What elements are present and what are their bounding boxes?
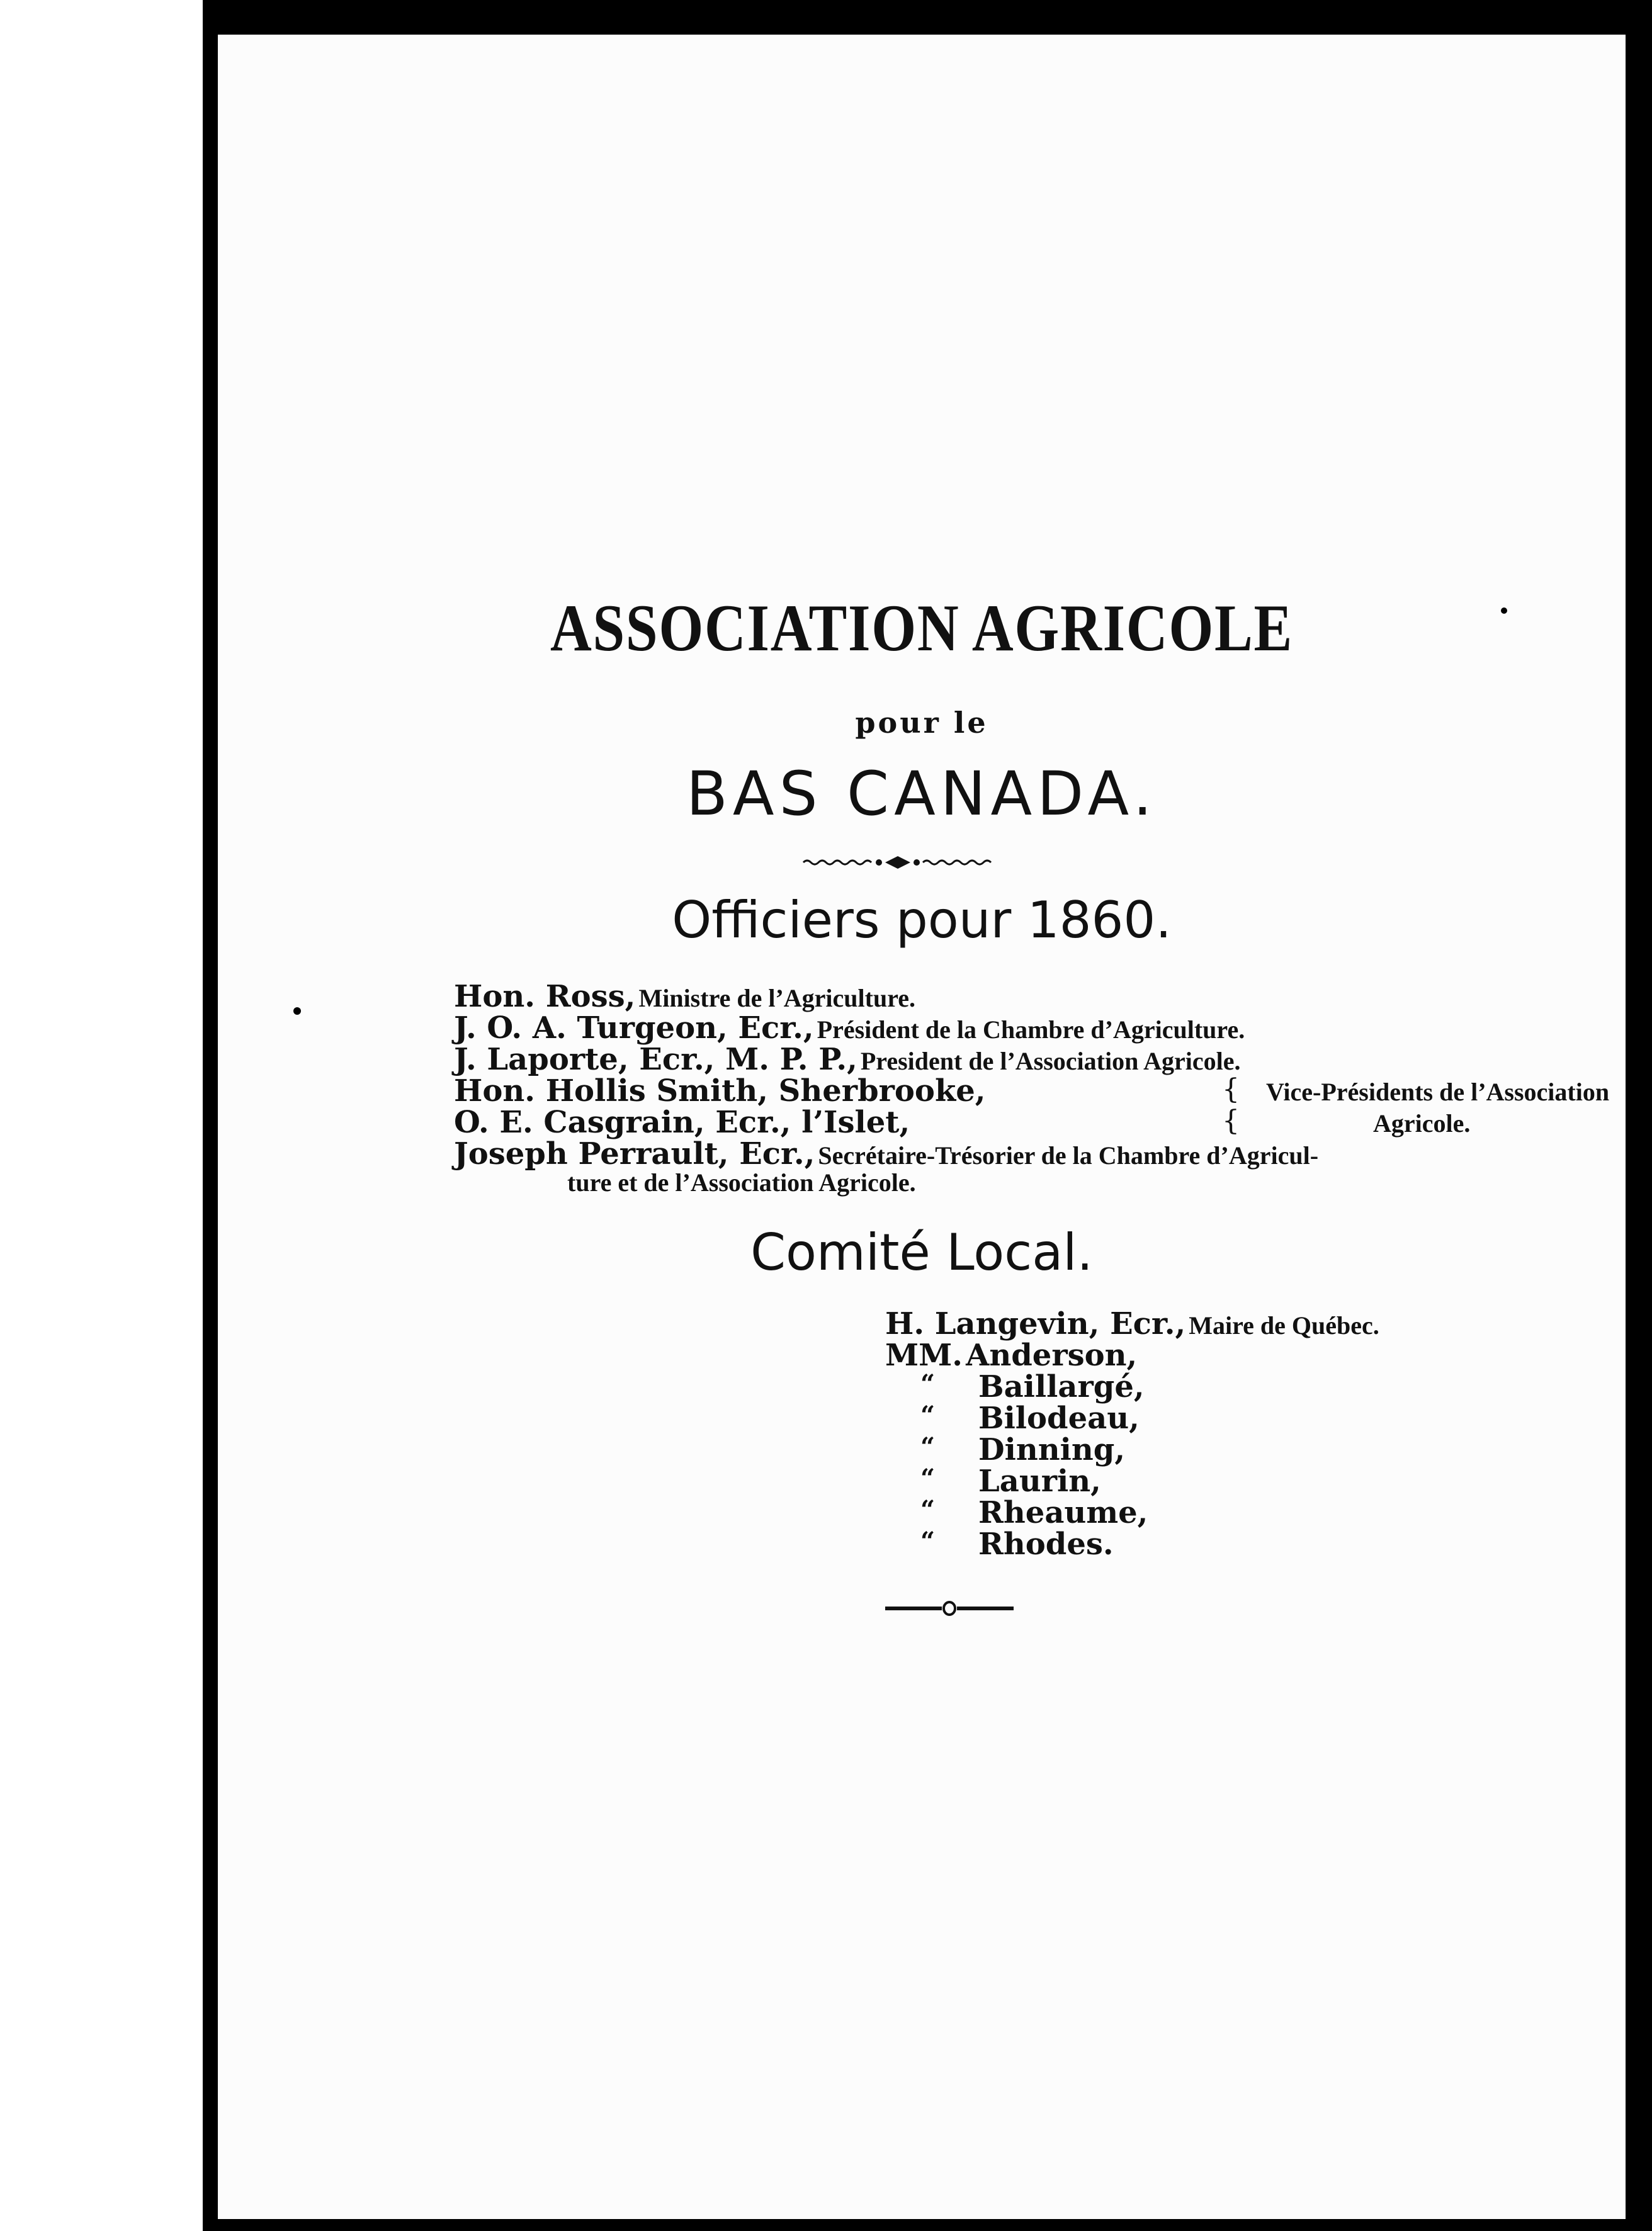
speck	[1634, 910, 1639, 915]
officer-role: Président de la Chambre d’Agriculture.	[817, 1015, 1245, 1044]
members-prefix: MM.	[885, 1338, 963, 1373]
member-name: Baillargé,	[978, 1369, 1145, 1404]
officer-row	[454, 1073, 985, 1109]
officer-name: Hon. Ross,	[454, 979, 636, 1014]
member-name: Rhodes.	[978, 1527, 1114, 1562]
officer-row	[454, 1136, 1318, 1172]
document-title: ASSOCIATION AGRICOLE	[550, 591, 1294, 665]
officer-row	[454, 979, 915, 1014]
member-name: Anderson,	[966, 1338, 1138, 1373]
ditto-mark: “	[920, 1464, 936, 1493]
officers-heading: Officiers pour 1860.	[672, 891, 1172, 949]
speck	[1501, 607, 1507, 614]
facing-page-edge	[0, 0, 208, 2231]
officer-role: Secrétaire-Trésorier de la Chambre d’Agricul-	[818, 1141, 1319, 1170]
officer-name: J. O. A. Turgeon, Ecr.,	[454, 1010, 814, 1046]
ditto-mark: “	[920, 1527, 936, 1556]
subtitle-pour-le: pour le	[855, 706, 988, 740]
ditto-mark: “	[920, 1432, 936, 1462]
officer-name: Joseph Perrault, Ecr.,	[454, 1136, 815, 1172]
member-name: Laurin,	[978, 1464, 1101, 1499]
brace-bottom: {	[1222, 1105, 1240, 1137]
officer-name: O. E. Casgrain, Ecr., l’Islet,	[454, 1105, 910, 1140]
member-name: Bilodeau,	[978, 1401, 1140, 1436]
officer-name: Hon. Hollis Smith, Sherbrooke,	[454, 1073, 986, 1109]
vice-presidents-role-line1: Vice-Présidents de l’Association	[1266, 1078, 1610, 1106]
member-name: Rheaume,	[978, 1495, 1148, 1530]
ornamental-rule	[218, 853, 1626, 872]
officer-row	[454, 1010, 1245, 1046]
brace-top: {	[1222, 1073, 1240, 1105]
chair-name: H. Langevin, Ecr.,	[885, 1306, 1186, 1341]
committee-member	[885, 1338, 1137, 1373]
speck	[293, 1007, 301, 1015]
binding-line	[203, 0, 215, 2231]
region-title: BAS CANADA.	[686, 759, 1157, 829]
ditto-mark: “	[920, 1369, 936, 1399]
officer-name: J. Laporte, Ecr., M. P. P.,	[454, 1042, 857, 1077]
member-name: Dinning,	[978, 1432, 1126, 1467]
officer-row	[454, 1042, 1241, 1077]
officer-role-continuation: ture et de l’Association Agricole.	[567, 1168, 916, 1197]
ditto-mark: “	[920, 1495, 936, 1525]
officer-row	[454, 1105, 910, 1140]
closing-rule	[218, 1599, 1626, 1618]
ditto-mark: “	[920, 1401, 936, 1430]
vice-presidents-role-line2: Agricole.	[1373, 1109, 1471, 1138]
local-committee-heading: Comité Local.	[750, 1223, 1093, 1282]
chair-role: Maire de Québec.	[1189, 1311, 1379, 1340]
document-page	[218, 35, 1626, 2219]
committee-chair	[885, 1306, 1379, 1341]
officer-role: President de l’Association Agricole.	[860, 1047, 1241, 1075]
officer-role: Ministre de l’Agriculture.	[638, 984, 916, 1012]
